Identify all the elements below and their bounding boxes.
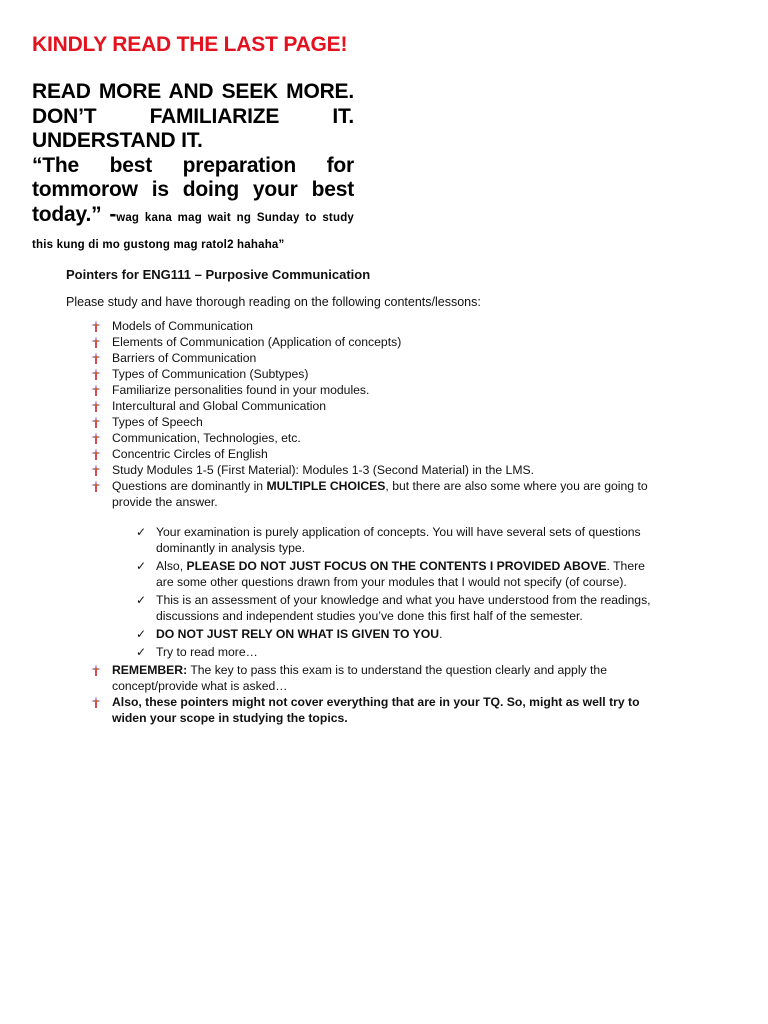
list-item-remember: REMEMBER: The key to pass this exam is to understand the question clearly and apply the concept/provide what is asked…: [90, 662, 656, 694]
check-mark-icon: ✓: [136, 645, 147, 659]
list-item-final: Also, these pointers might not cover everything that are in your TQ. So, might as well try to widen your scope in studying the topics.: [90, 694, 656, 726]
pin-bullet-icon: [90, 448, 102, 460]
notice-block: [32, 32, 354, 258]
pointers-section: [66, 266, 656, 726]
topics-list: [66, 318, 656, 726]
quote-aside: wag kana mag wait ng Sunday to study this kung di mo gustong mag ratol2 hahaha”: [32, 211, 355, 251]
checks-list: [112, 524, 656, 660]
list-item: Types of Communication (Subtypes): [90, 366, 656, 382]
pin-bullet-icon: [90, 480, 102, 492]
check-item: ✓ DO NOT JUST RELY ON WHAT IS GIVEN TO YOU.: [136, 627, 443, 641]
notice-line-3: UNDERSTAND IT.: [32, 129, 203, 152]
notice-quote: [32, 154, 354, 258]
pin-bullet-icon: [90, 416, 102, 428]
check-item: ✓ Also, PLEASE DO NOT JUST FOCUS ON THE CONTENTS I PROVIDED ABOVE. There are some other questions drawn from your modules that I would not specify (of course).: [136, 559, 645, 589]
pin-bullet-icon: [90, 384, 102, 396]
list-item: Types of Speech: [90, 414, 656, 430]
list-item: Familiarize personalities found in your modules.: [90, 382, 656, 398]
list-item: Barriers of Communication: [90, 350, 656, 366]
list-item: Elements of Communication (Application of concepts): [90, 334, 656, 350]
notice-line-2: DON’T FAMILIARIZE IT.: [32, 104, 354, 128]
list-item: Communication, Technologies, etc.: [90, 430, 656, 446]
quote-text: “The best preparation for tommorow is doing your best today.” -: [32, 153, 354, 226]
list-item: Intercultural and Global Communication: [90, 398, 656, 414]
check-item: ✓ This is an assessment of your knowledge and what you have understood from the readings, discussions and independent studies you’ve done this first half of the semester.: [136, 593, 651, 623]
check-mark-icon: ✓: [136, 593, 147, 607]
notice-heading: KINDLY READ THE LAST PAGE!: [32, 33, 348, 56]
pin-bullet-icon: [90, 368, 102, 380]
pointers-title: Pointers for ENG111 – Purposive Communication: [66, 267, 371, 282]
list-item: Concentric Circles of English: [90, 446, 656, 462]
check-mark-icon: ✓: [136, 525, 147, 539]
check-mark-icon: ✓: [136, 627, 147, 641]
check-item: ✓ Your examination is purely application of concepts. You will have several sets of questions dominantly in analysis type.: [136, 525, 641, 555]
check-mark-icon: ✓: [136, 559, 147, 573]
pin-bullet-icon: [90, 352, 102, 364]
pin-bullet-icon: [90, 320, 102, 332]
pin-bullet-icon: [90, 696, 102, 708]
pin-bullet-icon: [90, 336, 102, 348]
pin-bullet-icon: [90, 664, 102, 676]
pin-bullet-icon: [90, 400, 102, 412]
check-item: ✓ Try to read more…: [136, 645, 258, 659]
pin-bullet-icon: [90, 464, 102, 476]
list-item: Study Modules 1-5 (First Material): Modules 1-3 (Second Material) in the LMS.: [90, 462, 656, 478]
pointers-intro: Please study and have thorough reading on the following contents/lessons:: [66, 295, 481, 309]
list-item-questions: Questions are dominantly in MULTIPLE CHOICES, but there are also some where you are going to provide the answer. ✓ Your examination is purely application of concepts. You will have several sets of questions dominantly in analysis type. ✓ Also, PLEASE DO NOT JUST FOCUS ON THE CONTENTS I PROVIDED ABOVE. There are some other questions drawn from your modules that I would not specify (of course). ✓ This is an assessment of your knowledge and what you have understood from the readings, discussions and independent studies you’ve done this first half of the semester. ✓ DO NOT JUST RELY ON WHAT IS GIVEN TO YOU. ✓ Try to read more…: [90, 478, 656, 660]
notice-line-1: READ MORE AND SEEK MORE.: [32, 80, 354, 103]
list-item: Models of Communication: [90, 318, 656, 334]
pin-bullet-icon: [90, 432, 102, 444]
